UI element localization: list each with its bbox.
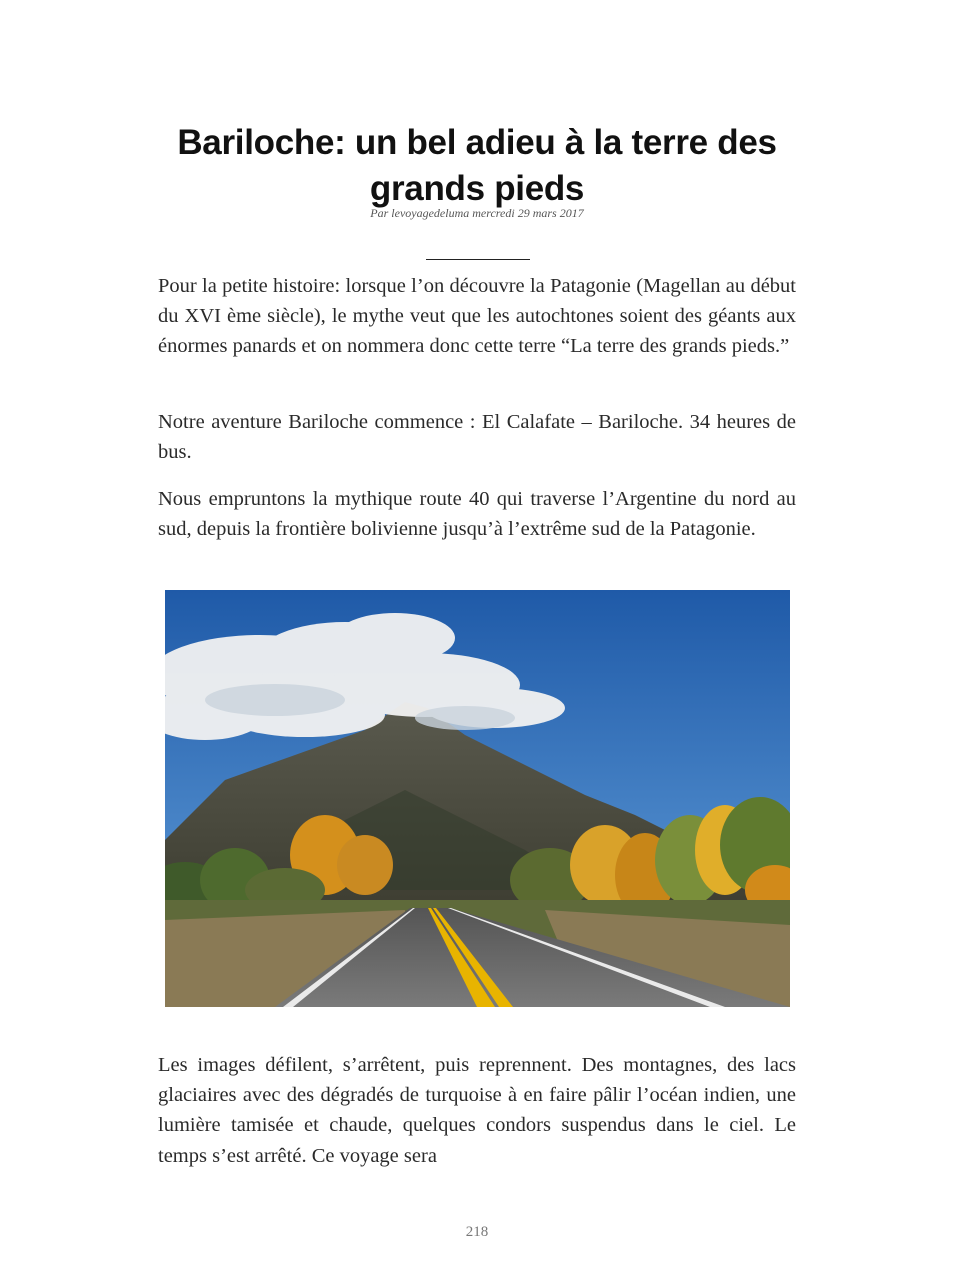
paragraph-bus-trip: Notre aventure Bariloche commence : El Calafate – Bariloche. 34 heures de bus. bbox=[158, 411, 796, 464]
title-separator bbox=[426, 259, 530, 260]
paragraph-intro: Pour la petite histoire: lorsque l’on découvre la Patagonie (Magellan au début du XVI ème siècle), le mythe veut que les autochtones soient des géants aux énormes panards et on nommera donc cette terre “La terre des grands pieds.” bbox=[158, 275, 796, 358]
article-byline: Par levoyagedeluma mercredi 29 mars 2017 bbox=[370, 206, 584, 220]
paragraph-route-40: Nous empruntons la mythique route 40 qui traverse l’Argentine du nord au sud, depuis la frontière bolivienne jusqu’à l’extrême sud de la Patagonie. bbox=[158, 488, 796, 541]
page-title: Bariloche: un bel adieu à la terre des grands pieds bbox=[177, 123, 777, 208]
page-number: 218 bbox=[465, 1224, 489, 1240]
paragraph-landscape: Les images défilent, s’arrêtent, puis reprennent. Des montagnes, des lacs glaciaires avec des dégradés de turquoise à en faire pâlir l’océan indien, une lumière tamisée et chaude, quelques condors suspendus dans le ciel. Le temps s’est arrêté. Ce voyage sera bbox=[158, 1054, 796, 1167]
mountain-road-photo bbox=[165, 590, 790, 1007]
